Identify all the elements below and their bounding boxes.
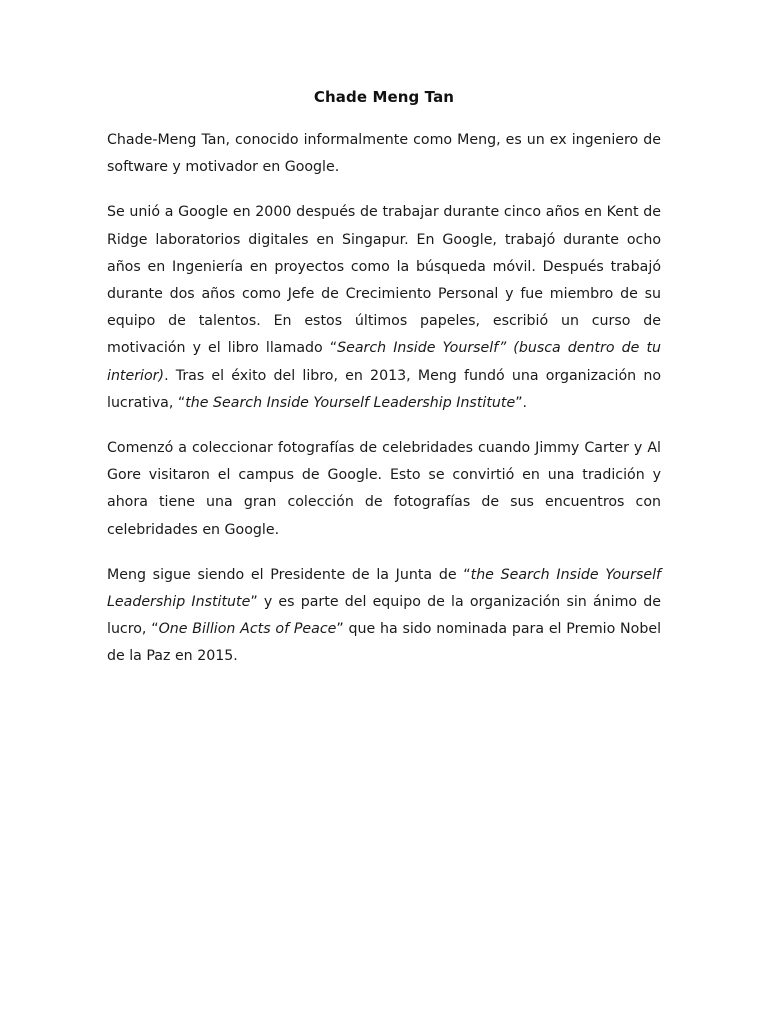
paragraph-4-text-a: Meng sigue siendo el Presidente de la Junta de “ bbox=[107, 566, 471, 583]
paragraph-4 bbox=[107, 562, 661, 671]
document-body bbox=[107, 127, 661, 671]
paragraph-2-text-e: ”. bbox=[515, 394, 528, 411]
peace-organization-name: One Billion Acts of Peace bbox=[158, 621, 337, 638]
paragraph-4-text-c: ” y es parte del equipo de la organización sin ánimo de lucro, “ bbox=[107, 594, 661, 638]
organization-name: the Search Inside Yourself Leadership Institute bbox=[185, 394, 516, 411]
organization-name: the Search Inside Yourself Leadership Institute bbox=[107, 566, 662, 611]
document-title: Chade Meng Tan bbox=[313, 88, 455, 106]
paragraph-2-text-c: . Tras el éxito del libro, en 2013, Meng fundó una organización no lucrativa, “ bbox=[107, 367, 661, 411]
paragraph-4-text-e: ” que ha sido nominada para el Premio Nobel de la Paz en 2015. bbox=[107, 621, 662, 665]
paragraph-2-text-a: Se unió a Google en 2000 después de trabajar durante cinco años en Kent de Ridge laboratorios digitales en Singapur. En Google, trabajó durante ocho años en Ingeniería en proyectos como la búsqueda móvil. Después trabajó durante dos años como Jefe de Crecimiento Personal y fue miembro de su equipo de talentos. En estos últimos papeles, escribió un curso de motivación y el libro llamado “ bbox=[107, 204, 661, 357]
paragraph-3: Comenzó a coleccionar fotografías de celebridades cuando Jimmy Carter y Al Gore visitaron el campus de Google. Esto se convirtió en una tradición y ahora tiene una gran colección de fotografías de sus encuentros con celebridades en Google. bbox=[107, 440, 661, 538]
paragraph-1: Chade-Meng Tan, conocido informalmente como Meng, es un ex ingeniero de software y motivador en Google. bbox=[107, 132, 661, 176]
book-title: Search Inside Yourself” (busca dentro de tu interior) bbox=[107, 340, 661, 384]
paragraph-2 bbox=[107, 199, 661, 417]
